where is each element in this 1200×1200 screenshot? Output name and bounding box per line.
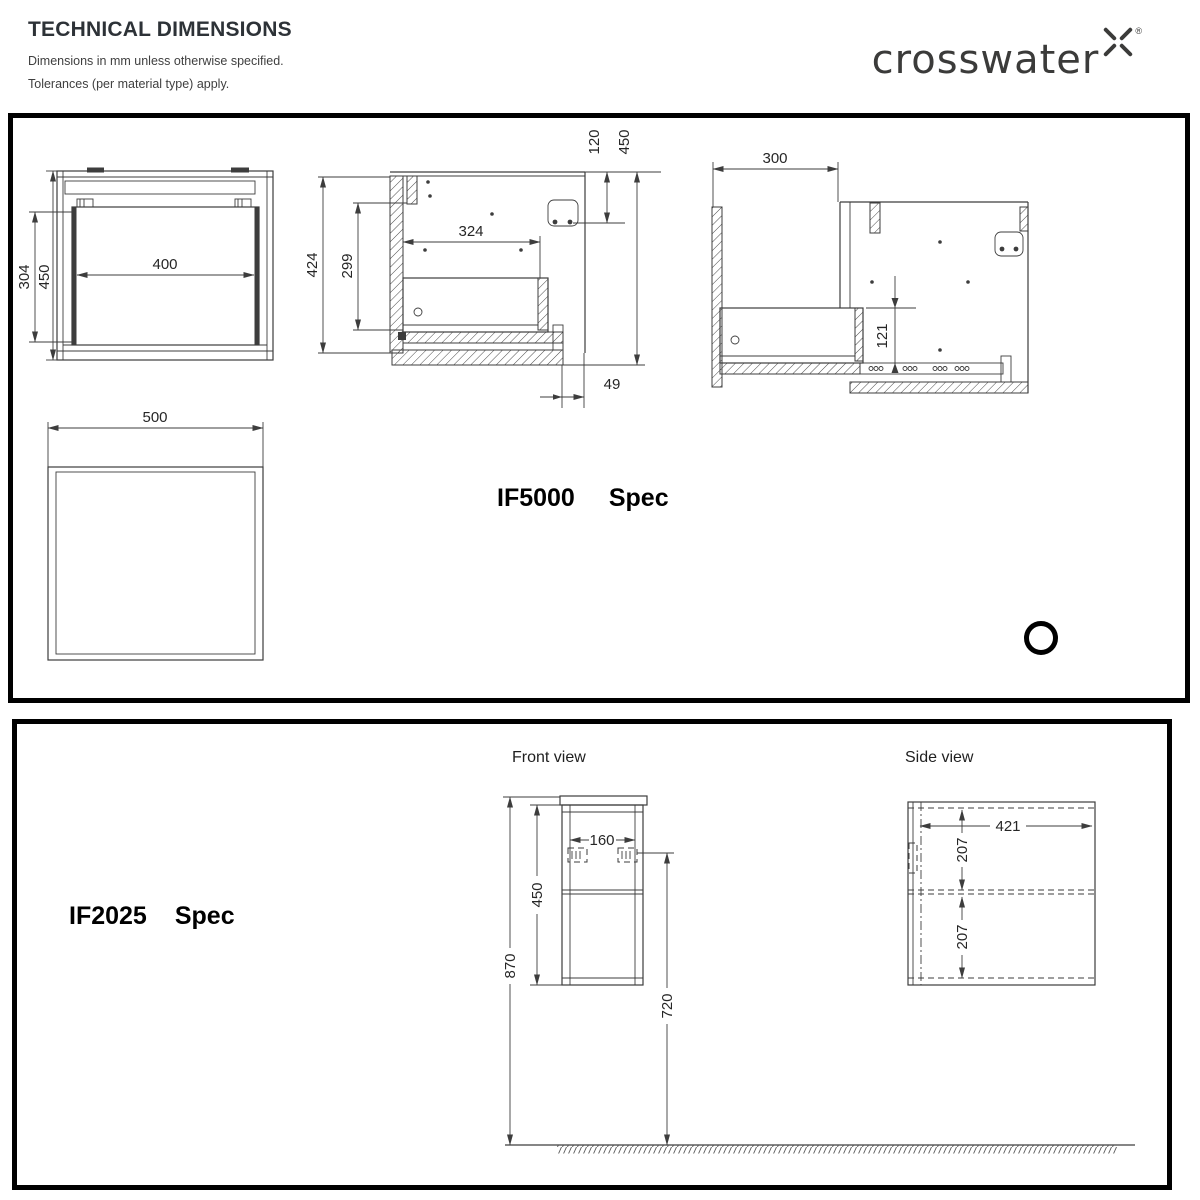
dim-open-drawer-front-height: 121 — [874, 323, 891, 349]
dim-section-total-height: 450 — [616, 129, 633, 155]
dim-upper-section: 207 — [954, 837, 971, 863]
if5000-plan-view — [48, 409, 263, 660]
crosswater-logo — [871, 26, 1142, 83]
dim-section-top-offset: 120 — [586, 129, 603, 155]
dim-section-height: 424 — [304, 252, 321, 278]
dim-open-extension: 300 — [762, 150, 788, 167]
registered-mark: ® — [1135, 26, 1142, 36]
if5000-drawing — [13, 118, 1185, 698]
dim-bracket-width: 160 — [589, 832, 615, 849]
side-view-label: Side view — [905, 749, 974, 766]
if5000-model: IF5000 — [497, 484, 575, 512]
dim-carcase-height: 450 — [529, 882, 546, 908]
floor-hatching — [557, 1146, 1117, 1154]
if2025-front-view — [502, 796, 1135, 1154]
if2025-spec-word: Spec — [174, 902, 235, 930]
dim-section-inner-width: 324 — [458, 223, 484, 240]
dim-depth: 421 — [995, 818, 1021, 835]
units-note: Dimensions in mm unless otherwise specified. — [28, 54, 284, 68]
if2025-panel — [12, 719, 1172, 1190]
if5000-panel — [8, 113, 1190, 703]
if2025-spec-label — [69, 902, 235, 931]
page-title: TECHNICAL DIMENSIONS — [28, 18, 292, 41]
dim-bracket-height: 720 — [659, 993, 676, 1019]
runner-bearings — [869, 367, 969, 371]
circle-mark-icon — [1024, 621, 1058, 655]
dim-mount-height: 870 — [502, 953, 519, 979]
dim-opening-height: 304 — [16, 264, 33, 290]
if2025-side-view — [908, 802, 1095, 985]
if5000-spec-word: Spec — [608, 484, 669, 512]
if5000-section-view — [304, 129, 661, 408]
if5000-spec-label — [497, 484, 669, 513]
tolerance-note: Tolerances (per material type) apply. — [28, 77, 230, 91]
front-view-label: Front view — [512, 749, 586, 766]
if5000-front-view — [16, 168, 273, 361]
if5000-open-view — [712, 150, 1028, 393]
logo-x-icon — [1102, 26, 1134, 58]
if2025-drawing — [17, 724, 1167, 1185]
dim-front-total-height: 450 — [36, 264, 53, 290]
dim-lower-section: 207 — [954, 924, 971, 950]
wall-brackets — [568, 848, 637, 862]
dim-section-front-offset: 49 — [603, 376, 621, 393]
dim-section-inner-height: 299 — [339, 253, 356, 279]
dim-opening-width: 400 — [152, 256, 178, 273]
dim-plan-width: 500 — [142, 409, 168, 426]
logo-wordmark: crosswater — [871, 37, 1100, 83]
if2025-model: IF2025 — [69, 902, 147, 930]
